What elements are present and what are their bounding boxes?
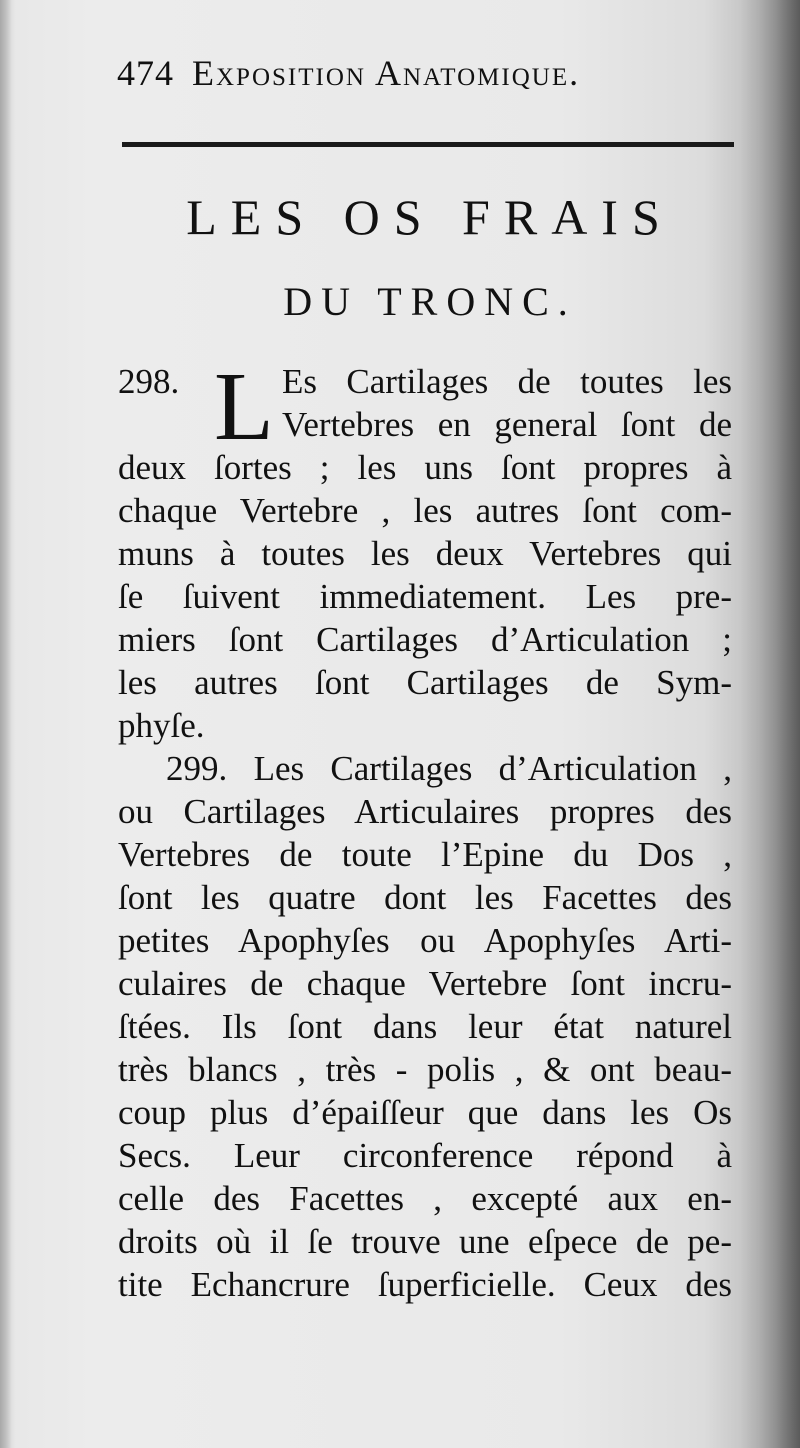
text-line: muns à toutes les deux Vertebres qui (118, 534, 732, 573)
text-line: culaires de chaque Vertebre ſont incru- (118, 964, 732, 1003)
text-line: Es Cartilages de toutes les (282, 362, 732, 401)
text-line: Vertebres en general ſont de (282, 405, 732, 444)
page-number: 474 (117, 53, 174, 93)
text-line: très blancs , très - polis , & ont beau- (118, 1050, 732, 1089)
text-line: deux ſortes ; les uns ſont propres à (118, 448, 732, 487)
text-line: phyſe. (118, 706, 205, 745)
text-line: miers ſont Cartilages d’Articulation ; (118, 620, 732, 659)
page-left-edge (0, 0, 12, 1448)
text-line: ou Cartilages Articulaires propres des (118, 792, 732, 831)
text-line: 299. Les Cartilages d’Articulation , (166, 749, 732, 788)
section-heading: LES OS FRAIS (186, 189, 674, 245)
section-subheading: DU TRONC. (283, 279, 577, 324)
text-line: chaque Vertebre , les autres ſont com- (118, 491, 732, 530)
header-rule (122, 142, 734, 147)
paragraph-number-298: 298. (118, 362, 180, 401)
text-line: ſont les quatre dont les Facettes des (118, 878, 732, 917)
drop-cap: L (214, 353, 274, 461)
text-line: celle des Facettes , excepté aux en- (118, 1179, 732, 1218)
text-line: ſe ſuivent immediatement. Les pre- (118, 577, 732, 616)
text-line: tite Echancrure ſuperficielle. Ceux des (118, 1265, 732, 1304)
running-title: Exposition Anatomique. (192, 53, 581, 93)
running-head (117, 52, 737, 94)
binding-shadow (740, 0, 800, 1448)
text-line: petites Apophyſes ou Apophyſes Arti- (118, 921, 732, 960)
text-line: les autres ſont Cartilages de Sym- (118, 663, 732, 702)
text-line: Vertebres de toute l’Epine du Dos , (118, 835, 732, 874)
text-line: Secs. Leur circonference répond à (118, 1136, 732, 1175)
text-line: droits où il ſe trouve une eſpece de pe- (118, 1222, 732, 1261)
text-line: ſtées. Ils ſont dans leur état naturel (118, 1007, 732, 1046)
text-line: coup plus d’épaiſſeur que dans les Os (118, 1093, 732, 1132)
